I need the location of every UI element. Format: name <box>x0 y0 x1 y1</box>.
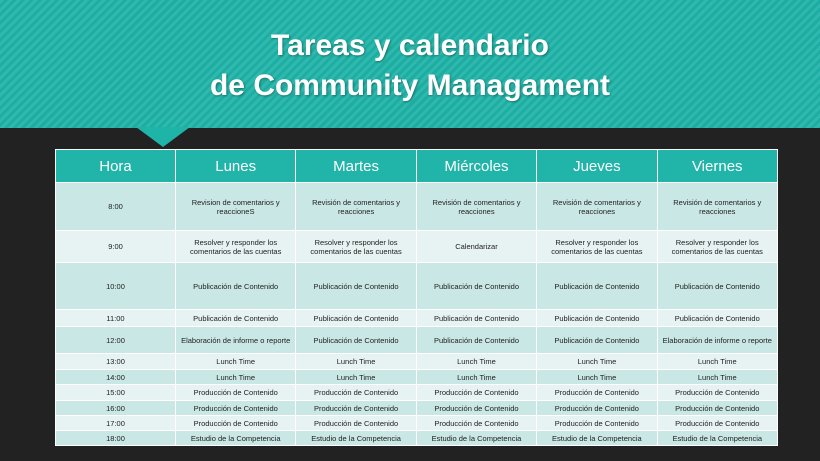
cell-jueves: Producción de Contenido <box>537 401 657 416</box>
table-row <box>56 370 778 385</box>
cell-jueves: Producción de Contenido <box>537 416 657 431</box>
cell-hora: 18:00 <box>56 431 176 446</box>
table-row <box>56 263 778 310</box>
cell-lunes: Publicación de Contenido <box>176 310 296 327</box>
cell-miercoles: Publicación de Contenido <box>416 310 536 327</box>
table-row <box>56 401 778 416</box>
schedule-table <box>55 149 778 446</box>
cell-martes: Producción de Contenido <box>296 416 416 431</box>
cell-miercoles: Producción de Contenido <box>416 416 536 431</box>
cell-martes: Resolver y responder los comentarios de las cuentas <box>296 231 416 263</box>
cell-lunes: Lunch Time <box>176 354 296 370</box>
slide-title-line-1: Tareas y calendario <box>271 29 549 62</box>
cell-hora: 12:00 <box>56 327 176 354</box>
cell-miercoles: Producción de Contenido <box>416 385 536 401</box>
cell-miercoles: Calendarizar <box>416 231 536 263</box>
cell-miercoles: Estudio de la Competencia <box>416 431 536 446</box>
header-miercoles: Miércoles <box>416 150 536 183</box>
cell-jueves: Publicación de Contenido <box>537 263 657 310</box>
table-row <box>56 183 778 231</box>
cell-miercoles: Revisión de comentarios y reacciones <box>416 183 536 231</box>
cell-martes: Producción de Contenido <box>296 385 416 401</box>
cell-viernes: Lunch Time <box>657 354 777 370</box>
banner-pointer <box>136 127 190 147</box>
cell-viernes: Elaboración de informe o reporte <box>657 327 777 354</box>
cell-lunes: Resolver y responder los comentarios de las cuentas <box>176 231 296 263</box>
cell-martes: Producción de Contenido <box>296 401 416 416</box>
cell-hora: 15:00 <box>56 385 176 401</box>
header-lunes: Lunes <box>176 150 296 183</box>
table-row <box>56 385 778 401</box>
cell-hora: 17:00 <box>56 416 176 431</box>
cell-martes: Estudio de la Competencia <box>296 431 416 446</box>
cell-viernes: Resolver y responder los comentarios de las cuentas <box>657 231 777 263</box>
cell-martes: Publicación de Contenido <box>296 263 416 310</box>
cell-hora: 13:00 <box>56 354 176 370</box>
cell-martes: Publicación de Contenido <box>296 310 416 327</box>
cell-viernes: Publicación de Contenido <box>657 310 777 327</box>
cell-hora: 9:00 <box>56 231 176 263</box>
cell-miercoles: Publicación de Contenido <box>416 263 536 310</box>
cell-jueves: Producción de Contenido <box>537 385 657 401</box>
cell-hora: 11:00 <box>56 310 176 327</box>
table-row <box>56 416 778 431</box>
cell-martes: Lunch Time <box>296 370 416 385</box>
cell-jueves: Estudio de la Competencia <box>537 431 657 446</box>
cell-martes: Publicación de Contenido <box>296 327 416 354</box>
cell-lunes: Producción de Contenido <box>176 385 296 401</box>
table-row <box>56 310 778 327</box>
cell-hora: 14:00 <box>56 370 176 385</box>
cell-viernes: Estudio de la Competencia <box>657 431 777 446</box>
cell-martes: Lunch Time <box>296 354 416 370</box>
cell-lunes: Publicación de Contenido <box>176 263 296 310</box>
cell-jueves: Resolver y responder los comentarios de las cuentas <box>537 231 657 263</box>
cell-viernes: Revisión de comentarios y reacciones <box>657 183 777 231</box>
cell-miercoles: Publicación de Contenido <box>416 327 536 354</box>
header-martes: Martes <box>296 150 416 183</box>
cell-viernes: Producción de Contenido <box>657 401 777 416</box>
cell-lunes: Elaboración de informe o reporte <box>176 327 296 354</box>
cell-miercoles: Producción de Contenido <box>416 401 536 416</box>
cell-lunes: Producción de Contenido <box>176 401 296 416</box>
header-jueves: Jueves <box>537 150 657 183</box>
cell-lunes: Revision de comentarios y reaccioneS <box>176 183 296 231</box>
slide-title <box>0 26 820 106</box>
cell-viernes: Producción de Contenido <box>657 385 777 401</box>
cell-martes: Revisión de comentarios y reacciones <box>296 183 416 231</box>
table-row <box>56 327 778 354</box>
cell-jueves: Revisión de comentarios y reacciones <box>537 183 657 231</box>
cell-lunes: Estudio de la Competencia <box>176 431 296 446</box>
cell-jueves: Publicación de Contenido <box>537 310 657 327</box>
table-header-row <box>56 150 778 183</box>
cell-viernes: Publicación de Contenido <box>657 263 777 310</box>
slide-title-line-2: de Community Managament <box>209 69 611 102</box>
cell-jueves: Publicación de Contenido <box>537 327 657 354</box>
cell-viernes: Lunch Time <box>657 370 777 385</box>
table-row <box>56 354 778 370</box>
header-viernes: Viernes <box>657 150 777 183</box>
cell-miercoles: Lunch Time <box>416 370 536 385</box>
cell-hora: 10:00 <box>56 263 176 310</box>
header-hora: Hora <box>56 150 176 183</box>
cell-jueves: Lunch Time <box>537 370 657 385</box>
cell-miercoles: Lunch Time <box>416 354 536 370</box>
cell-jueves: Lunch Time <box>537 354 657 370</box>
table-row <box>56 431 778 446</box>
table-row <box>56 231 778 263</box>
cell-lunes: Lunch Time <box>176 370 296 385</box>
cell-lunes: Producción de Contenido <box>176 416 296 431</box>
cell-hora: 16:00 <box>56 401 176 416</box>
cell-hora: 8:00 <box>56 183 176 231</box>
cell-viernes: Producción de Contenido <box>657 416 777 431</box>
